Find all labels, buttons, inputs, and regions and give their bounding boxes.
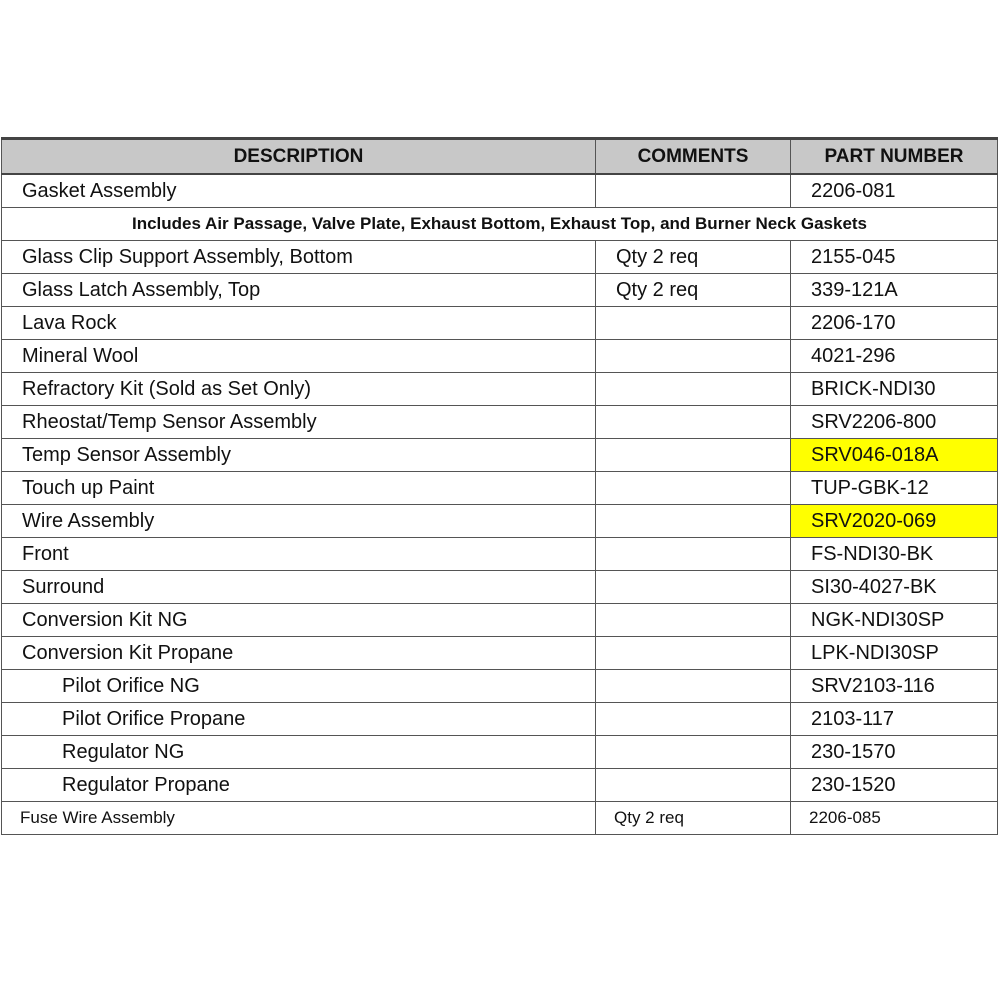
table-row <box>2 703 998 736</box>
comments-cell <box>596 703 791 736</box>
comments-cell: Qty 2 req <box>596 802 791 835</box>
comments-cell <box>596 174 791 208</box>
table-row <box>2 538 998 571</box>
table-row <box>2 670 998 703</box>
comments-header: COMMENTS <box>596 139 791 175</box>
comments-cell: Qty 2 req <box>596 241 791 274</box>
description-cell: Front <box>2 538 596 571</box>
part-number-cell: 2103-117 <box>791 703 998 736</box>
comments-cell: Qty 2 req <box>596 274 791 307</box>
description-cell: Wire Assembly <box>2 505 596 538</box>
description-cell: Gasket Assembly <box>2 174 596 208</box>
part-number-cell: 230-1570 <box>791 736 998 769</box>
table-row <box>2 307 998 340</box>
part-number-cell: 339-121A <box>791 274 998 307</box>
part-number-cell: 4021-296 <box>791 340 998 373</box>
table-row <box>2 637 998 670</box>
comments-cell <box>596 406 791 439</box>
note-row <box>2 208 998 241</box>
table-row <box>2 406 998 439</box>
table-row <box>2 604 998 637</box>
parts-table <box>1 137 998 835</box>
comments-cell <box>596 637 791 670</box>
description-cell: Refractory Kit (Sold as Set Only) <box>2 373 596 406</box>
table-row <box>2 802 998 835</box>
comments-cell <box>596 439 791 472</box>
description-cell: Pilot Orifice NG <box>2 670 596 703</box>
part-number-cell: SI30-4027-BK <box>791 571 998 604</box>
comments-cell <box>596 472 791 505</box>
description-cell: Conversion Kit NG <box>2 604 596 637</box>
description-cell: Surround <box>2 571 596 604</box>
comments-cell <box>596 505 791 538</box>
description-cell: Rheostat/Temp Sensor Assembly <box>2 406 596 439</box>
part-number-cell: NGK-NDI30SP <box>791 604 998 637</box>
description-cell: Touch up Paint <box>2 472 596 505</box>
description-cell: Glass Clip Support Assembly, Bottom <box>2 241 596 274</box>
header-row <box>2 139 998 175</box>
includes-note: Includes Air Passage, Valve Plate, Exhaust Bottom, Exhaust Top, and Burner Neck Gaskets <box>2 208 998 241</box>
table-row <box>2 241 998 274</box>
comments-cell <box>596 769 791 802</box>
comments-cell <box>596 736 791 769</box>
table-row <box>2 439 998 472</box>
comments-cell <box>596 373 791 406</box>
table-row <box>2 340 998 373</box>
table-row <box>2 571 998 604</box>
comments-cell <box>596 340 791 373</box>
table-row <box>2 769 998 802</box>
table-row <box>2 373 998 406</box>
description-cell: Conversion Kit Propane <box>2 637 596 670</box>
part-number-cell: SRV2206-800 <box>791 406 998 439</box>
description-header: DESCRIPTION <box>2 139 596 175</box>
part-number-cell: 2206-085 <box>791 802 998 835</box>
description-cell: Mineral Wool <box>2 340 596 373</box>
part-number-cell: SRV2020-069 <box>791 505 998 538</box>
description-cell: Lava Rock <box>2 307 596 340</box>
part-number-header: PART NUMBER <box>791 139 998 175</box>
part-number-cell: 2155-045 <box>791 241 998 274</box>
comments-cell <box>596 538 791 571</box>
part-number-cell: BRICK-NDI30 <box>791 373 998 406</box>
comments-cell <box>596 571 791 604</box>
table-body <box>2 174 998 835</box>
table-row <box>2 505 998 538</box>
description-cell: Pilot Orifice Propane <box>2 703 596 736</box>
part-number-cell: TUP-GBK-12 <box>791 472 998 505</box>
table-row <box>2 274 998 307</box>
part-number-cell: FS-NDI30-BK <box>791 538 998 571</box>
description-cell: Glass Latch Assembly, Top <box>2 274 596 307</box>
part-number-cell: 2206-170 <box>791 307 998 340</box>
description-cell: Regulator NG <box>2 736 596 769</box>
table-row <box>2 174 998 208</box>
description-cell: Regulator Propane <box>2 769 596 802</box>
comments-cell <box>596 670 791 703</box>
part-number-cell: 230-1520 <box>791 769 998 802</box>
table-row <box>2 472 998 505</box>
part-number-cell: LPK-NDI30SP <box>791 637 998 670</box>
part-number-cell: SRV046-018A <box>791 439 998 472</box>
part-number-cell: 2206-081 <box>791 174 998 208</box>
comments-cell <box>596 604 791 637</box>
description-cell: Temp Sensor Assembly <box>2 439 596 472</box>
table-row <box>2 736 998 769</box>
description-cell: Fuse Wire Assembly <box>2 802 596 835</box>
part-number-cell: SRV2103-116 <box>791 670 998 703</box>
comments-cell <box>596 307 791 340</box>
